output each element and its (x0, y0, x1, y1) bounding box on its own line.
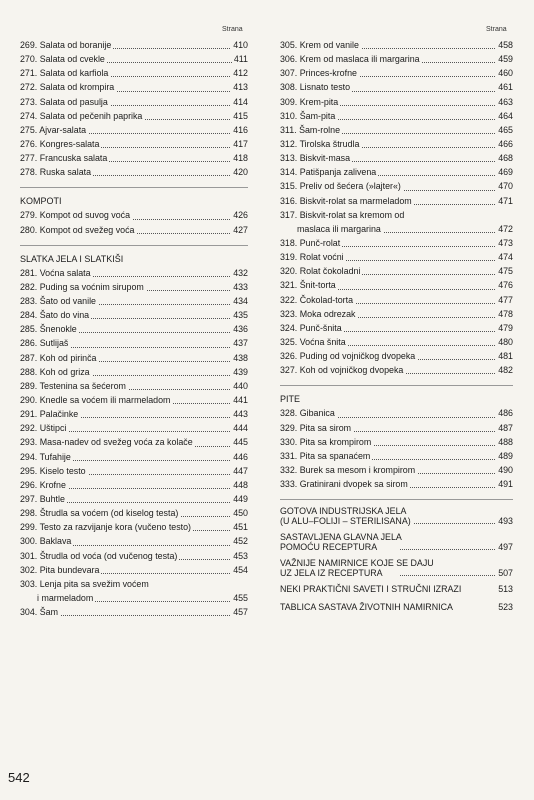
appendix-page: 523 (498, 602, 513, 613)
entry-title: 271. Salata od karfiola (20, 68, 109, 79)
entry-page: 490 (498, 464, 513, 475)
entry-page: 453 (233, 550, 248, 561)
toc-entry (20, 38, 248, 52)
toc-entry (20, 492, 248, 506)
entry-page: 481 (498, 351, 513, 362)
toc-entry (20, 379, 248, 393)
entry-page: 458 (498, 40, 513, 50)
entry-page: 448 (233, 479, 248, 490)
entry-title: 313. Biskvit-masa (280, 153, 351, 164)
entry-title: 330. Pita sa krompirom (280, 436, 372, 447)
toc-entry (20, 165, 248, 179)
entry-page: 471 (498, 195, 513, 206)
entry-page: 436 (233, 324, 248, 335)
entry-page: 465 (498, 124, 513, 135)
left-column-header: Strana (222, 26, 243, 33)
entry-title: 276. Kongres-salata (20, 138, 100, 149)
toc-entry (20, 109, 248, 123)
entry-page: 488 (498, 436, 513, 447)
pite-list (280, 406, 513, 491)
entry-title: 288. Koh od griza (20, 366, 90, 377)
entry-page: 427 (233, 224, 248, 235)
entry-page: 472 (498, 223, 513, 234)
toc-entry (20, 421, 248, 435)
entry-title: 329. Pita sa sirom (280, 422, 352, 433)
entry-page: 440 (233, 380, 248, 391)
appendix-title: TABLICA SASTAVA ŽIVOTNIH NAMIRNICA (280, 602, 453, 613)
entry-page: 479 (498, 322, 513, 333)
toc-entry (20, 266, 248, 280)
entry-title: 326. Puding od vojničkog dvopeka (280, 351, 416, 362)
entry-page: 451 (233, 522, 248, 533)
entry-page: 450 (233, 508, 248, 519)
pite-title: PITE (280, 394, 301, 405)
entry-title: 287. Koh od pirinča (20, 352, 97, 363)
entry-title: 307. Princes-krofne (280, 68, 357, 79)
entry-page: 439 (233, 366, 248, 377)
entry-title-line2: maslaca ili margarina (297, 223, 381, 234)
appendix-title-line1: GOTOVA INDUSTRIJSKA JELA (280, 506, 407, 517)
entry-page: 468 (498, 153, 513, 164)
toc-entry (20, 393, 248, 407)
entry-title: 272. Salata od krompira (20, 82, 115, 93)
entry-page: 418 (233, 153, 248, 164)
appendix-title-line2: UZ JELA IZ RECEPTURA (280, 568, 383, 579)
kompoti-title: KOMPOTI (20, 196, 62, 207)
toc-entry (280, 123, 513, 137)
toc-entry (20, 151, 248, 165)
entry-title: 308. Lisnato testo (280, 82, 351, 93)
toc-entry (280, 335, 513, 349)
toc-entry (280, 109, 513, 123)
appendix-entry (280, 532, 513, 552)
toc-entry (280, 307, 513, 321)
toc-entry (20, 577, 248, 605)
toc-entry (20, 520, 248, 534)
toc-entry (20, 322, 248, 336)
entry-title: 283. Šato od vanile (20, 295, 96, 306)
entry-page: 476 (498, 280, 513, 291)
entry-page: 460 (498, 68, 513, 79)
toc-entry (20, 407, 248, 421)
toc-entry (20, 351, 248, 365)
sweets-title: SLATKA JELA I SLATKIŠI (20, 253, 124, 264)
toc-entry (20, 534, 248, 548)
toc-entry (20, 478, 248, 492)
entry-title: 310. Šam-pita (280, 110, 336, 121)
entry-title-line2: i marmeladom (37, 592, 94, 603)
toc-entry (20, 95, 248, 109)
entry-title: 327. Koh od vojničkog dvopeka (280, 365, 404, 376)
entry-page: 441 (233, 394, 248, 405)
entry-title: 333. Gratinirani dvopek sa sirom (280, 479, 408, 490)
entry-page: 469 (498, 167, 513, 178)
entry-title: 312. Tirolska štrudla (280, 138, 360, 149)
entry-title: 281. Voćna salata (20, 267, 91, 278)
entry-page: 477 (498, 294, 513, 305)
entry-page: 478 (498, 308, 513, 319)
entry-title: 269. Salata od boranije (20, 40, 112, 50)
entry-title: 284. Šato do vina (20, 310, 90, 321)
entry-title: 322. Čokolad-torta (280, 294, 354, 305)
entry-title: 298. Štrudla sa voćem (od kiselog testa) (20, 508, 179, 519)
entry-title: 314. Patišpanja zalivena (280, 167, 377, 178)
toc-entry (280, 52, 513, 66)
toc-entry (280, 264, 513, 278)
entry-page: 434 (233, 295, 248, 306)
toc-entry (280, 421, 513, 435)
toc-entry (280, 236, 513, 250)
entry-title: 320. Rolat čokoladni (280, 266, 361, 277)
toc-entry (280, 349, 513, 363)
appendix-entry (280, 602, 513, 614)
toc-entry (280, 293, 513, 307)
toc-entry (20, 294, 248, 308)
entry-title: 300. Baklava (20, 536, 72, 547)
entry-page: 475 (498, 266, 513, 277)
entry-page: 432 (233, 267, 248, 278)
entry-page: 437 (233, 338, 248, 349)
toc-entry (280, 477, 513, 491)
entry-title: 289. Testenina sa šećerom (20, 380, 126, 391)
entry-page: 459 (498, 54, 513, 65)
appendix-divider (280, 497, 513, 506)
sweets-list (20, 266, 248, 577)
entry-page: 412 (233, 68, 248, 79)
entry-title: 295. Kiselo testo (20, 465, 86, 476)
entry-page: 486 (498, 408, 513, 419)
entry-title: 316. Biskvit-rolat sa marmeladom (280, 195, 412, 206)
toc-entry (280, 406, 513, 420)
toc-entry (20, 549, 248, 563)
entry-page: 413 (233, 82, 248, 93)
entry-title: 309. Krem-pita (280, 96, 339, 107)
entry-page: 491 (498, 479, 513, 490)
toc-entry (280, 165, 513, 179)
toc-entry (280, 435, 513, 449)
toc-entry (280, 80, 513, 94)
page-number: 542 (8, 770, 30, 785)
entry-title: 299. Testo za razvijanje kora (vučeno testo) (20, 522, 192, 533)
toc-entry (20, 280, 248, 294)
entry-title: 285. Šnenokle (20, 324, 77, 335)
entry-title: 290. Knedle sa voćem ili marmeladom (20, 394, 171, 405)
entry-page: 473 (498, 237, 513, 248)
entry-title: 318. Punč-rolat (280, 237, 341, 248)
entry-title: 293. Masa-nadev od svežeg voća za kolače (20, 437, 193, 448)
entry-page: 457 (233, 607, 248, 618)
entry-page: 433 (233, 281, 248, 292)
toc-entry (280, 95, 513, 109)
toc-entry (20, 137, 248, 151)
toc-entry (20, 365, 248, 379)
toc-entry (20, 563, 248, 577)
appendix-title-line2: POMOĆU RECEPTURA (280, 542, 378, 553)
entry-page: 443 (233, 409, 248, 420)
toc-entry (20, 123, 248, 137)
entry-page: 435 (233, 310, 248, 321)
sweets-divider (20, 243, 248, 252)
entry-page: 417 (233, 138, 248, 149)
entry-page: 455 (233, 592, 248, 603)
toc-entry (20, 208, 248, 222)
entry-page: 444 (233, 423, 248, 434)
entry-title: 294. Tufahije (20, 451, 71, 462)
entry-page: 470 (498, 181, 513, 192)
entry-page: 416 (233, 124, 248, 135)
toc-entry (280, 208, 513, 236)
toc-entry (280, 449, 513, 463)
entry-page: 480 (498, 336, 513, 347)
entry-title: 306. Krem od maslaca ili margarina (280, 54, 420, 65)
entry-page: 466 (498, 138, 513, 149)
entry-title: 297. Buhtle (20, 493, 65, 504)
toc-entry (280, 278, 513, 292)
entry-page: 445 (233, 437, 248, 448)
appendix-entry (280, 506, 513, 526)
appendix-page: 493 (498, 516, 513, 527)
entry-title: 325. Voćna šnita (280, 336, 346, 347)
toc-entry (20, 52, 248, 66)
entry-page: 420 (233, 167, 248, 178)
entry-title: 332. Burek sa mesom i krompirom (280, 464, 416, 475)
appendix-page: 497 (498, 542, 513, 553)
entry-title: 282. Puding sa voćnim sirupom (20, 281, 144, 292)
entry-page: 461 (498, 82, 513, 93)
entry-title: 323. Moka odrezak (280, 308, 356, 319)
pite-divider (280, 383, 513, 392)
entry-page: 446 (233, 451, 248, 462)
toc-entry (20, 80, 248, 94)
salads-list (20, 38, 248, 179)
appendix-entry (280, 584, 513, 596)
entry-title: 296. Krofne (20, 479, 66, 490)
toc-entry (20, 605, 248, 619)
toc-entry (20, 308, 248, 322)
entry-title: 315. Preliv od šećera (»lajter«) (280, 181, 401, 192)
toc-entry (280, 137, 513, 151)
appendix-page: 507 (498, 568, 513, 579)
toc-entry (280, 151, 513, 165)
appendix-title-line1: SASTAVLJENA GLAVNA JELA (280, 532, 402, 543)
entry-title: 302. Pita bundevara (20, 564, 100, 575)
left-column (20, 38, 248, 619)
appendix-title: NEKI PRAKTIČNI SAVETI I STRUČNI IZRAZI (280, 584, 462, 595)
entry-page: 474 (498, 252, 513, 263)
entry-title: 319. Rolat voćni (280, 252, 344, 263)
entry-page: 438 (233, 352, 248, 363)
right-column-header: Strana (486, 26, 507, 33)
entry-title: 275. Ajvar-salata (20, 124, 87, 135)
entry-title: 291. Palačinke (20, 409, 79, 420)
toc-entry (20, 450, 248, 464)
entry-title: 286. Sutlijaš (20, 338, 69, 349)
entry-page: 447 (233, 465, 248, 476)
appendix-title-line2: (U ALU–FOLIJI – STERILISANA) (280, 516, 411, 527)
toc-entry (280, 179, 513, 193)
entry-title: 304. Šam (20, 607, 58, 618)
entry-title: 301. Štrudla od voća (od vučenog testa) (20, 550, 178, 561)
toc-entry (280, 38, 513, 52)
desserts-list-b (280, 236, 513, 377)
entry-page: 449 (233, 493, 248, 504)
entry-title: 305. Krem od vanile (280, 40, 359, 50)
entry-page: 426 (233, 210, 248, 221)
entry-title: 292. Uštipci (20, 423, 67, 434)
toc-entry (20, 435, 248, 449)
entry-title: 328. Gibanica (280, 408, 335, 419)
entry-title: 273. Salata od pasulja (20, 96, 108, 107)
kompoti-list (20, 208, 248, 236)
entry-title: 331. Pita sa spanaćem (280, 450, 371, 461)
toc-entry (20, 336, 248, 350)
entry-page: 415 (233, 110, 248, 121)
entry-title: 324. Punč-šnita (280, 322, 342, 333)
entry-page: 482 (498, 365, 513, 376)
right-column (280, 38, 513, 614)
entry-title: 278. Ruska salata (20, 167, 92, 178)
entry-title: 270. Salata od cvekle (20, 54, 105, 65)
entry-title: 274. Salata od pečenih paprika (20, 110, 143, 121)
toc-entry (280, 463, 513, 477)
entry-title: 311. Šam-rolne (280, 124, 341, 135)
toc-entry (280, 250, 513, 264)
toc-entry (280, 363, 513, 377)
toc-entry (20, 464, 248, 478)
entry-title-line1: 303. Lenja pita sa svežim voćem (20, 578, 149, 589)
appendix-page: 513 (498, 584, 513, 595)
entry-page: 489 (498, 450, 513, 461)
entry-title: 279. Kompot od suvog voća (20, 210, 131, 221)
kompoti-divider (20, 185, 248, 194)
toc-entry (280, 194, 513, 208)
entry-title: 321. Šnit-torta (280, 280, 336, 291)
toc-entry (280, 66, 513, 80)
entry-page: 411 (233, 54, 248, 65)
toc-entry (20, 66, 248, 80)
appendix-title-line1: VAŽNIJE NAMIRNICE KOJE SE DAJU (280, 558, 434, 569)
entry-page: 454 (233, 564, 248, 575)
toc-entry (280, 321, 513, 335)
entry-page: 452 (233, 536, 248, 547)
appendix-entry (280, 558, 513, 578)
entry-title-line1: 317. Biskvit-rolat sa kremom od (280, 209, 405, 220)
desserts-list-a (280, 38, 513, 208)
entry-title: 280. Kompot od svežeg voća (20, 224, 135, 235)
toc-entry (20, 506, 248, 520)
entry-title: 277. Francuska salata (20, 153, 108, 164)
entry-page: 463 (498, 96, 513, 107)
toc-entry (20, 223, 248, 237)
entry-page: 414 (233, 96, 248, 107)
entry-page: 487 (498, 422, 513, 433)
entry-page: 410 (233, 40, 248, 50)
entry-page: 464 (498, 110, 513, 121)
